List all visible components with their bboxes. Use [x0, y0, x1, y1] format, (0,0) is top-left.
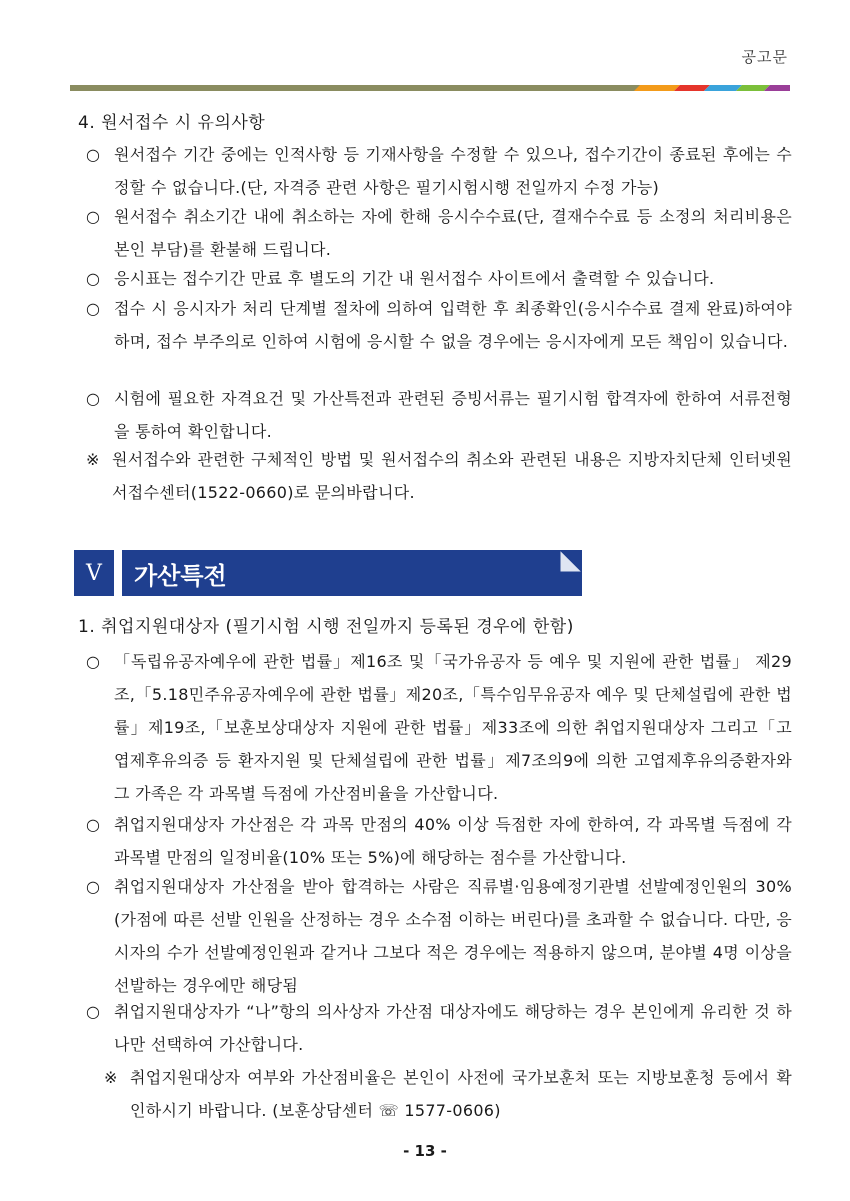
list-item	[86, 138, 792, 204]
list-item	[86, 808, 792, 874]
item-text: 응시표는 접수기간 만료 후 별도의 기간 내 원서접수 사이트에서 출력할 수 있습니다.	[114, 269, 715, 288]
item-text: 원서접수 기간 중에는 인적사항 등 기재사항을 수정할 수 있으나, 접수기간이 종료된 후에는 수정할 수 없습니다.(단, 자격증 관련 사항은 필기시험시행 전일까지 수정 가능)	[114, 145, 792, 197]
note-item	[104, 1061, 792, 1127]
list-item	[86, 645, 792, 810]
section-title: 가산특전	[122, 550, 582, 596]
page-number: - 13 -	[403, 1142, 447, 1160]
bullet: ○	[86, 299, 100, 318]
list-item	[86, 995, 792, 1061]
bullet: ○	[86, 145, 100, 164]
item-text: 원서접수 취소기간 내에 취소하는 자에 한해 응시수수료(단, 결재수수료 등 소정의 처리비용은 본인 부담)를 환불해 드립니다.	[114, 207, 792, 259]
item-text: 취업지원대상자 가산점은 각 과목 만점의 40% 이상 득점한 자에 한하여, 각 과목별 득점에 각 과목별 만점의 일정비율(10% 또는 5%)에 해당하는 점수를 가산합니다.	[114, 815, 792, 867]
bullet: ○	[86, 269, 100, 288]
bullet: ○	[86, 815, 100, 834]
note-item	[86, 443, 792, 509]
item-text: 접수 시 응시자가 처리 단계별 절차에 의하여 입력한 후 최종확인(응시수수료 결제 완료)하여야 하며, 접수 부주의로 인하여 시험에 응시할 수 없을 경우에는 응시자에게 모든 책임이 있습니다.	[114, 299, 792, 351]
sub1-title: 1. 취업지원대상자 (필기시험 시행 전일까지 등록된 경우에 한함)	[78, 617, 574, 637]
bullet: ○	[86, 389, 100, 408]
list-item	[86, 870, 792, 1002]
bullet: ○	[86, 877, 100, 896]
list-item	[86, 292, 792, 358]
item-text: 원서접수와 관련한 구체적인 방법 및 원서접수의 취소와 관련된 내용은 지방자치단체 인터넷원서접수센터(1522-0660)로 문의바랍니다.	[112, 450, 792, 502]
item-text: 취업지원대상자 여부와 가산점비율은 본인이 사전에 국가보훈처 또는 지방보훈청 등에서 확인하시기 바랍니다. (보훈상담센터 ☏ 1577-0606)	[130, 1068, 792, 1120]
banner-fold-icon	[560, 550, 582, 572]
item-text: 시험에 필요한 자격요건 및 가산특전과 관련된 증빙서류는 필기시험 합격자에 한하여 서류전형을 통하여 확인합니다.	[114, 389, 792, 441]
header-rule	[70, 85, 790, 91]
note-mark: ※	[104, 1068, 118, 1087]
item-text: 「독립유공자예우에 관한 법률」제16조 및「국가유공자 등 예우 및 지원에 관한 법률」 제29조,「5.18민주유공자예우에 관한 법률」제20조,「특수임무유공자 예우 및 단체설립에 관한 법률」제19조,「보훈보상대상자 지원에 관한 법률」제33조에 의한 취업지원대상자 그리고「고엽제후유의증 등 환자지원 및 단체설립에 관한 법률」제7조의9에 의한 고엽제후유의증환자와 그 가족은 각 과목별 득점에 가산점비율을 가산합니다.	[114, 652, 792, 803]
list-item	[86, 200, 792, 266]
bullet: ○	[86, 207, 100, 226]
section4-title: 4. 원서접수 시 유의사항	[78, 113, 266, 133]
list-item	[86, 262, 792, 295]
bullet: ○	[86, 652, 100, 671]
item-text: 취업지원대상자가 “나”항의 의사상자 가산점 대상자에도 해당하는 경우 본인에게 유리한 것 하나만 선택하여 가산합니다.	[114, 1002, 792, 1054]
note-mark: ※	[86, 450, 100, 469]
section-number: Ⅴ	[74, 550, 114, 596]
item-text: 취업지원대상자 가산점을 받아 합격하는 사람은 직류별·임용예정기관별 선발예정인원의 30%(가점에 따른 선발 인원을 산정하는 경우 소수점 이하는 버린다)를 초과할 수 없습니다. 다만, 응시자의 수가 선발예정인원과 같거나 그보다 적은 경우에는 적용하지 않으며, 분야별 4명 이상을 선발하는 경우에만 해당됨	[114, 877, 792, 995]
bullet: ○	[86, 1002, 100, 1021]
list-item	[86, 382, 792, 448]
header-label: 공고문	[741, 48, 788, 66]
